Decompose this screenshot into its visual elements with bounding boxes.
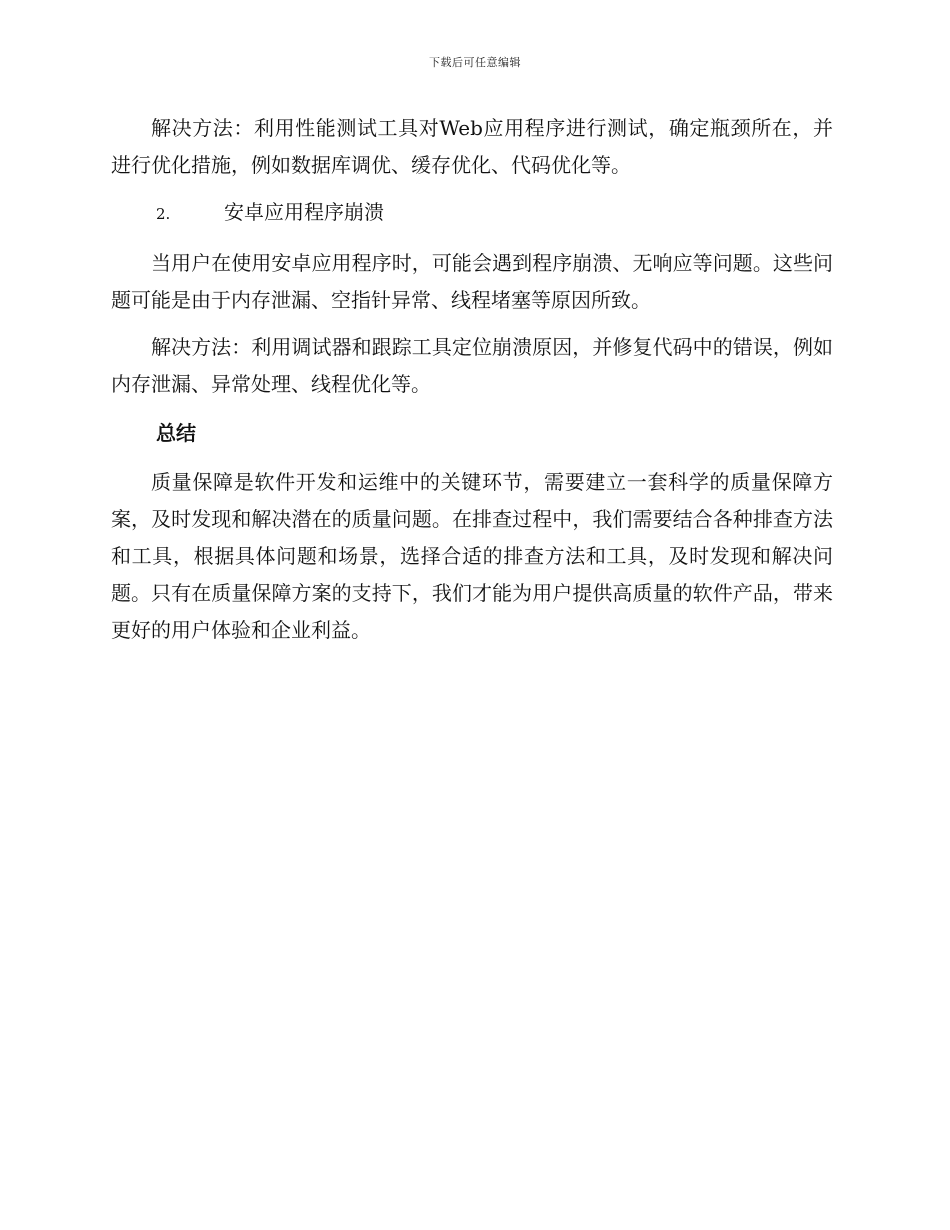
list-item-number: 2. [156,205,171,223]
list-item-android-crash [111,194,833,233]
document-body [111,110,833,649]
paragraph-summary: 质量保障是软件开发和运维中的关键环节，需要建立一套科学的质量保障方案，及时发现和解决潜在的质量问题。在排查过程中，我们需要结合各种排查方法和工具，根据具体问题和场景，选择合适的排查方法和工具，及时发现和解决问题。只有在质量保障方案的支持下，我们才能为用户提供高质量的软件产品，带来更好的用户体验和企业利益。 [111,470,833,642]
header-note: 下载后可任意编辑 [429,56,521,69]
list-item-title: 安卓应用程序崩溃 [224,200,384,224]
paragraph-solution-web: 解决方法：利用性能测试工具对Web应用程序进行测试，确定瓶颈所在，并进行优化措施，例如数据库调优、缓存优化、代码优化等。 [111,116,833,177]
paragraph-solution-android: 解决方法：利用调试器和跟踪工具定位崩溃原因，并修复代码中的错误，例如内存泄漏、异常处理、线程优化等。 [111,335,833,396]
paragraph-android-problem: 当用户在使用安卓应用程序时，可能会遇到程序崩溃、无响应等问题。这些问题可能是由于内存泄漏、空指针异常、线程堵塞等原因所致。 [111,251,833,312]
section-heading-summary: 总结 [156,421,196,445]
